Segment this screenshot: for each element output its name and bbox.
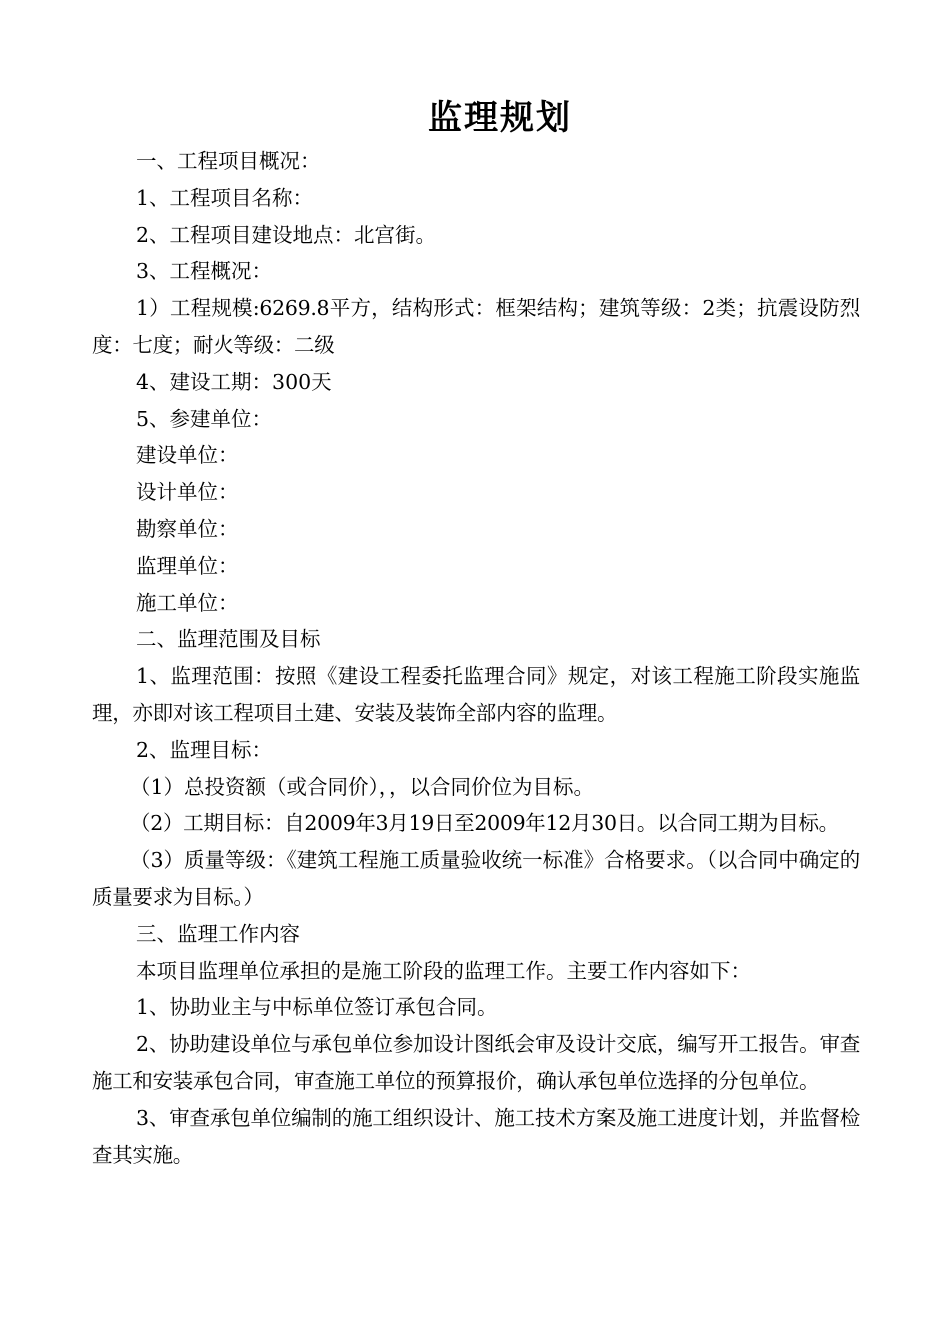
- schedule-goal-paragraph: （2）工期目标：自2009年3月19日至2009年12月30日。以合同工期为目标。: [130, 811, 839, 836]
- work-item-1: 1、协助业主与中标单位签订承包合同。: [136, 995, 498, 1020]
- work-item-2: 2、协助建设单位与承包单位参加设计图纸会审及设计交底，编写开工报告。审查施工和安装承包合同，审查施工单位的预算报价，确认承包单位选择的分包单位。: [92, 1032, 860, 1093]
- document-title: 监理规划: [428, 98, 572, 138]
- investment-goal-line: （1）总投资额（或合同价），，以合同价位为目标。: [130, 774, 595, 799]
- supervision-scope-paragraph: 1、监理范围：按照《建设工程委托监理合同》规定，对该工程施工阶段实施监理，亦即对该工程项目土建、安装及装饰全部内容的监理。: [92, 664, 860, 725]
- quality-goal-paragraph: （3）质量等级：《建筑工程施工质量验收统一标准》合格要求。（以合同中确定的质量要求为目标。）: [92, 848, 860, 909]
- project-overview-line: 3、工程概况：: [136, 259, 273, 284]
- project-scale-paragraph: 1）工程规模:6269.8平方，结构形式：框架结构；建筑等级：2类；抗震设防烈度：七度；耐火等级：二级: [92, 296, 860, 357]
- project-name-line: 1、工程项目名称：: [136, 185, 314, 210]
- document-body: [92, 143, 860, 1173]
- owner-unit-line: 建设单位：: [136, 443, 239, 468]
- construction-unit-line: 施工单位：: [136, 590, 239, 615]
- supervision-unit-line: 监理单位：: [136, 553, 239, 578]
- section-heading-scope-goals: 二、监理范围及目标: [136, 627, 321, 652]
- participants-heading: 5、参建单位：: [136, 406, 273, 431]
- supervision-goals-heading: 2、监理目标：: [136, 737, 273, 762]
- design-unit-line: 设计单位：: [136, 480, 239, 505]
- work-content-intro: 本项目监理单位承担的是施工阶段的监理工作。主要工作内容如下：: [136, 958, 751, 983]
- project-location-line: 2、工程项目建设地点：北宫街。: [136, 222, 437, 247]
- construction-period-line: 4、建设工期：300天: [136, 369, 332, 394]
- survey-unit-line: 勘察单位：: [136, 516, 239, 541]
- work-item-3: 3、审查承包单位编制的施工组织设计、施工技术方案及施工进度计划，并监督检查其实施。: [92, 1105, 860, 1167]
- section-heading-project-overview: 一、工程项目概况：: [136, 149, 321, 173]
- section-heading-work-content: 三、监理工作内容: [136, 921, 300, 946]
